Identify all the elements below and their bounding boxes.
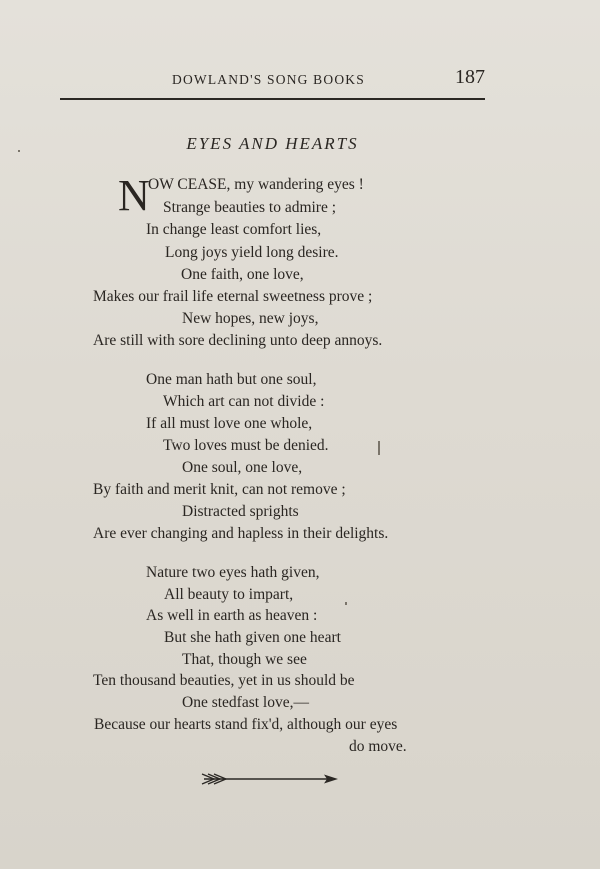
poem-line: If all must love one whole, [146, 415, 313, 432]
poem-line: Are still with sore declining unto deep annoys. [93, 332, 383, 349]
poem-line: OW CEASE, my wandering eyes ! [148, 176, 364, 193]
poem-line: Two loves must be denied. [163, 437, 329, 454]
poem-line: All beauty to impart, [164, 586, 294, 603]
poem-line: Nature two eyes hath given, [146, 564, 320, 581]
poem-line: One soul, one love, [182, 459, 303, 476]
poem-line: But she hath given one heart [164, 629, 341, 646]
poem-line: One stedfast love,— [182, 694, 309, 711]
page-number: 187 [455, 66, 485, 88]
poem-line: As well in earth as heaven : [146, 607, 318, 624]
poem-line: New hopes, new joys, [182, 310, 319, 327]
print-speck [345, 602, 347, 605]
poem-line: That, though we see [182, 651, 307, 668]
poem-line: In change least comfort lies, [146, 221, 322, 238]
poem-line: Because our hearts stand fix'd, although our eyes [94, 716, 398, 733]
poem-line: Long joys yield long desire. [165, 244, 339, 261]
poem-line: do move. [349, 738, 407, 755]
page-header [60, 64, 485, 94]
poem-line: Strange beauties to admire ; [163, 199, 337, 216]
poem-line: By faith and merit knit, can not remove ; [93, 481, 346, 498]
arrow-ornament-icon [200, 772, 340, 786]
drop-cap: N [118, 171, 150, 220]
poem-line: Makes our frail life eternal sweetness prove ; [93, 288, 373, 305]
poem-line: Are ever changing and hapless in their delights. [93, 525, 389, 542]
running-head: DOWLAND'S SONG BOOKS [172, 72, 365, 87]
poem-line: Which art can not divide : [163, 393, 325, 410]
poem-line: One man hath but one soul, [146, 371, 317, 388]
poem-line: Distracted sprights [182, 503, 299, 520]
poem-title: EYES AND HEARTS [186, 134, 359, 153]
header-rule [60, 98, 485, 100]
print-speck [18, 150, 20, 152]
poem-line: Ten thousand beauties, yet in us should be [93, 672, 355, 689]
poem-line: One faith, one love, [181, 266, 304, 283]
print-speck [378, 441, 380, 455]
